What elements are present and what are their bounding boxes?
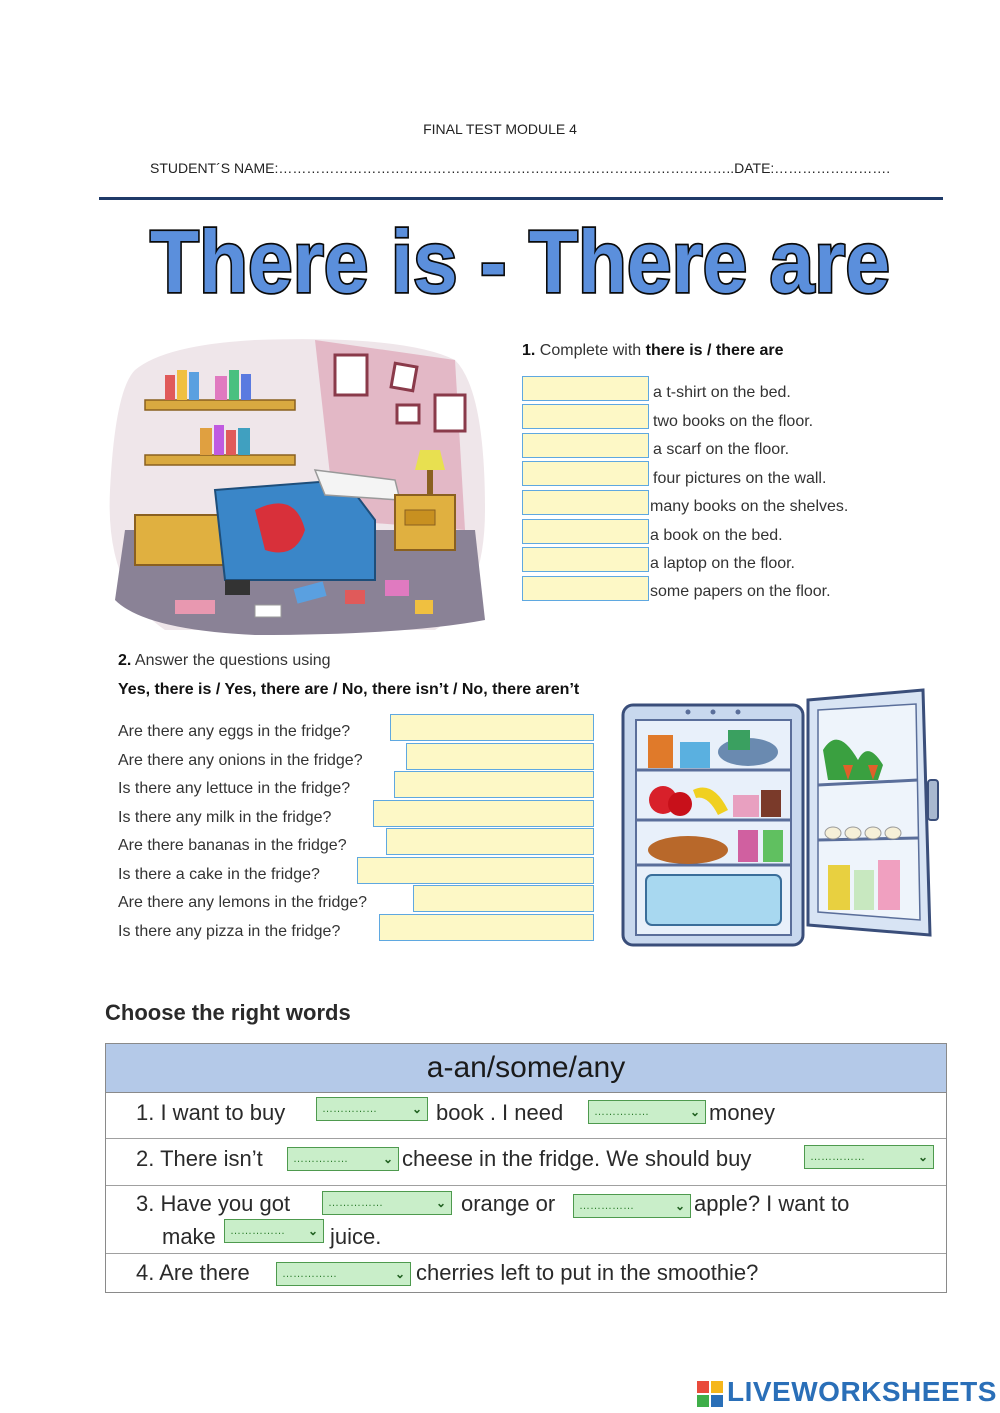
row3-text-c: apple? I want to	[694, 1191, 850, 1216]
exercise1-number: 1.	[522, 342, 536, 359]
row2-dropdown-2-value: ……………	[810, 1151, 865, 1163]
ex1-answer-8[interactable]	[522, 576, 649, 601]
row4-text-a: 4. Are there	[136, 1260, 250, 1285]
ex1-answer-5[interactable]	[522, 490, 649, 515]
ex1-answer-2[interactable]	[522, 404, 649, 429]
chevron-down-icon: ⌄	[411, 1102, 422, 1116]
row1-text-b: book . I need	[436, 1100, 564, 1125]
row1-dropdown-2[interactable]	[588, 1100, 706, 1124]
row3-text-a: 3. Have you got	[136, 1191, 291, 1216]
messy-bedroom-illustration	[105, 330, 490, 640]
banner-title-text: There is - There are	[150, 212, 890, 311]
student-name-line: STUDENT´S NAME:……………………………………………………………………………………..DATE:…………………….	[150, 160, 891, 176]
exercise1-instruction-bold: there is / there are	[645, 342, 784, 359]
ex2-answer-8[interactable]	[379, 914, 594, 941]
row3-dropdown-2[interactable]	[573, 1194, 691, 1218]
ex1-answer-7[interactable]	[522, 547, 649, 572]
row1-dropdown-2-value: ……………	[594, 1106, 649, 1118]
row4-dropdown-1-value: ……………	[282, 1268, 337, 1280]
header-divider	[99, 197, 943, 200]
row4-text-b: cherries left to put in the smoothie?	[416, 1260, 759, 1285]
ex2-answer-5[interactable]	[386, 828, 594, 855]
ex2-question-1: Are there any eggs in the fridge?	[118, 723, 351, 740]
chevron-down-icon: ⌄	[394, 1267, 405, 1281]
liveworksheets-logo-icon	[697, 1381, 723, 1407]
exercise2-heading	[118, 652, 331, 670]
row3-text-d: make	[162, 1224, 216, 1249]
ex2-question-6: Is there a cake in the fridge?	[118, 866, 320, 883]
row3-text-e: juice.	[330, 1224, 382, 1249]
row2-dropdown-2[interactable]	[804, 1145, 934, 1169]
open-fridge-illustration	[618, 680, 943, 950]
ex1-item-5: many books on the shelves.	[650, 498, 849, 515]
ex1-item-8: some papers on the floor.	[650, 583, 831, 600]
ex1-item-7: a laptop on the floor.	[650, 555, 795, 572]
ex2-question-4: Is there any milk in the fridge?	[118, 809, 332, 826]
row4-dropdown-1[interactable]	[276, 1262, 411, 1286]
ex1-answer-1[interactable]	[522, 376, 649, 401]
row2-dropdown-1[interactable]	[287, 1147, 399, 1171]
exercise1-heading	[522, 342, 783, 360]
table-row-3	[106, 1186, 946, 1254]
exercise2-instruction: Answer the questions using	[134, 652, 331, 669]
row2-text-a: 2. There isn’t	[136, 1146, 263, 1171]
row3-dropdown-1-value: ……………	[328, 1197, 383, 1209]
exercise1-instruction: Complete with	[539, 342, 642, 359]
row1-dropdown-1-value: ……………	[322, 1103, 377, 1115]
row1-dropdown-1[interactable]	[316, 1097, 428, 1121]
ex2-question-3: Is there any lettuce in the fridge?	[118, 780, 351, 797]
row1-text-a: 1. I want to buy	[136, 1100, 286, 1125]
ex2-question-7: Are there any lemons in the fridge?	[118, 894, 368, 911]
chevron-down-icon: ⌄	[382, 1152, 393, 1166]
chevron-down-icon: ⌄	[917, 1150, 928, 1164]
ex2-question-2: Are there any onions in the fridge?	[118, 752, 363, 769]
ex1-answer-6[interactable]	[522, 519, 649, 544]
row2-dropdown-1-value: ……………	[293, 1153, 348, 1165]
chevron-down-icon: ⌄	[689, 1105, 700, 1119]
banner-title	[140, 212, 900, 312]
chevron-down-icon: ⌄	[674, 1199, 685, 1213]
chevron-down-icon: ⌄	[307, 1224, 318, 1238]
ex2-question-5: Are there bananas in the fridge?	[118, 837, 347, 854]
row2-text-b: cheese in the fridge. We should buy	[402, 1146, 752, 1171]
ex2-answer-1[interactable]	[390, 714, 594, 741]
choose-table	[105, 1043, 947, 1293]
ex1-item-6: a book on the bed.	[650, 527, 783, 544]
exercise2-number: 2.	[118, 652, 132, 669]
table-row-2	[106, 1139, 946, 1186]
row3-dropdown-3[interactable]	[224, 1219, 324, 1243]
exercise2-options: Yes, there is / Yes, there are / No, there isn’t / No, there aren’t	[118, 681, 580, 698]
ex2-answer-7[interactable]	[413, 885, 594, 912]
ex1-item-1: a t-shirt on the bed.	[653, 384, 791, 401]
liveworksheets-logo-text: LIVEWORKSHEETS	[727, 1376, 997, 1407]
row3-text-b: orange or	[461, 1191, 556, 1216]
ex1-item-4: four pictures on the wall.	[653, 470, 827, 487]
ex1-item-3: a scarf on the floor.	[653, 441, 790, 458]
row1-text-c: money	[709, 1100, 776, 1125]
row3-dropdown-2-value: ……………	[579, 1200, 634, 1212]
test-title: FINAL TEST MODULE 4	[423, 121, 577, 137]
ex1-item-2: two books on the floor.	[653, 413, 814, 430]
ex2-answer-4[interactable]	[373, 800, 594, 827]
row3-dropdown-1[interactable]	[322, 1191, 452, 1215]
row3-dropdown-3-value: ……………	[230, 1225, 285, 1237]
table-row-4	[106, 1254, 946, 1292]
ex1-answer-3[interactable]	[522, 433, 649, 458]
chevron-down-icon: ⌄	[435, 1196, 446, 1210]
choose-table-title: a-an/some/any	[106, 1044, 946, 1093]
ex2-answer-2[interactable]	[406, 743, 594, 770]
ex2-answer-6[interactable]	[357, 857, 594, 884]
ex2-answer-3[interactable]	[394, 771, 594, 798]
ex1-answer-4[interactable]	[522, 461, 649, 486]
ex2-question-8: Is there any pizza in the fridge?	[118, 923, 341, 940]
table-row-1	[106, 1092, 946, 1139]
choose-heading: Choose the right words	[105, 1000, 351, 1025]
